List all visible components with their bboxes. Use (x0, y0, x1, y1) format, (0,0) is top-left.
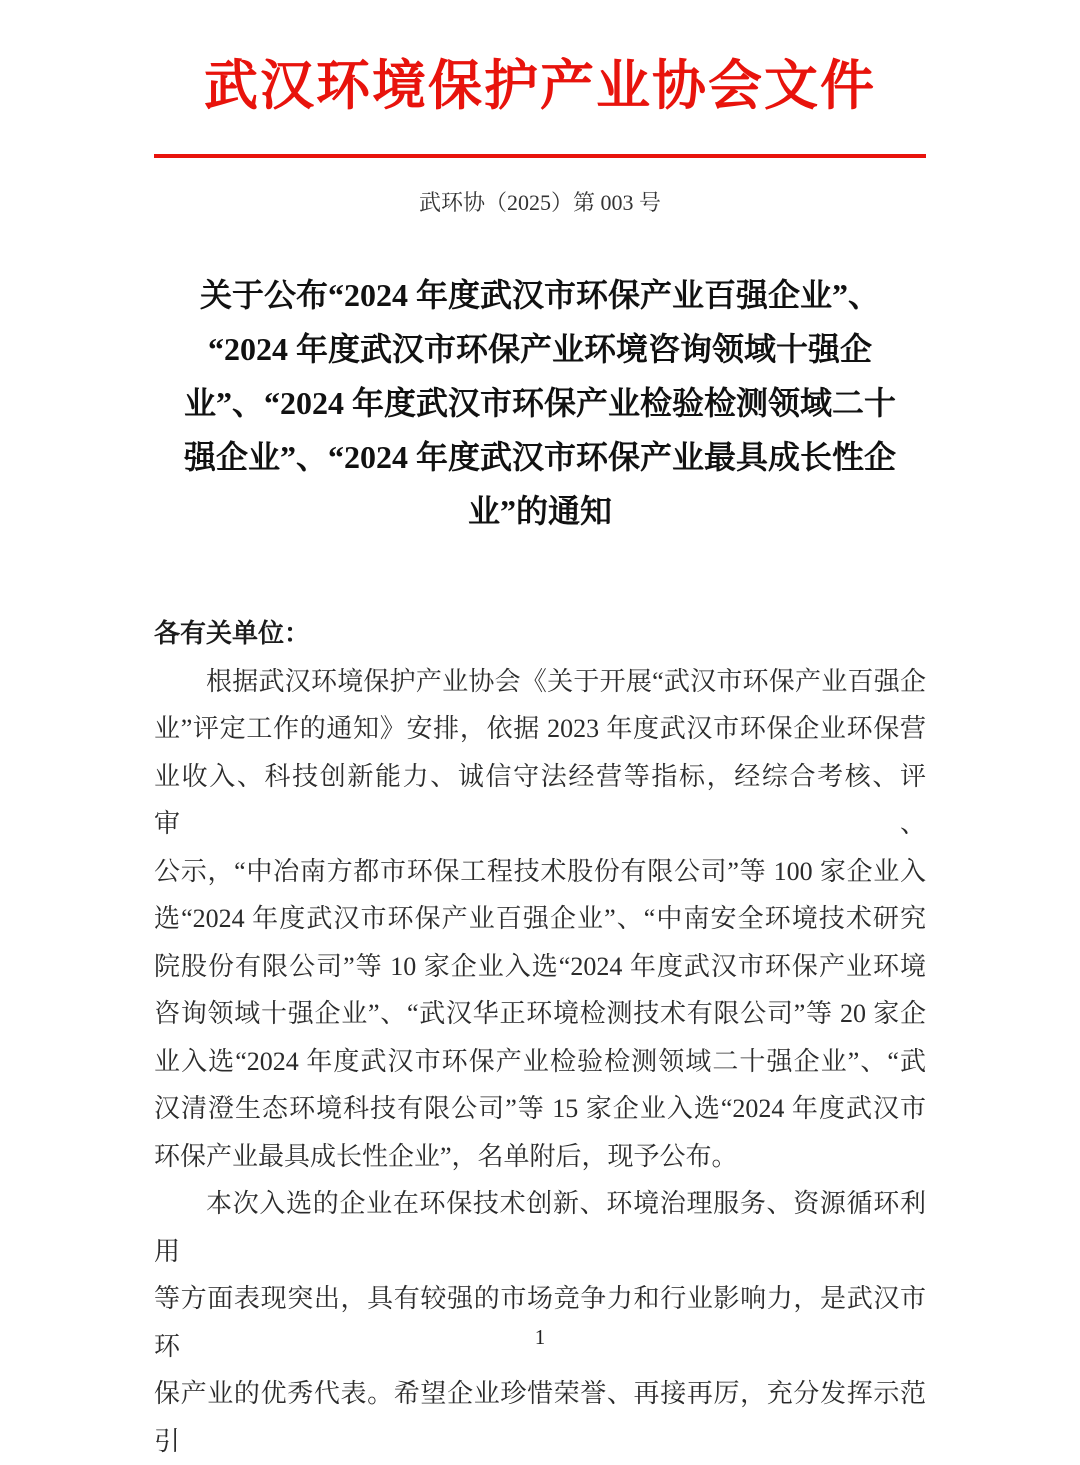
red-divider-line (154, 154, 926, 158)
body-line: 环保产业最具成长性企业”，名单附后，现予公布。 (154, 1141, 738, 1171)
body-line: 本次入选的企业在环保技术创新、环境治理服务、资源循环利用 (154, 1189, 926, 1266)
body-line: 汉清澄生态环境科技有限公司”等 15 家企业入选“2024 年度武汉市 (154, 1094, 926, 1123)
body-line: 业收入、科技创新能力、诚信守法经营等指标，经综合考核、评审、 (154, 761, 926, 838)
doc-title-line: 业”、“2024 年度武汉市环保产业检验检测领域二十 (183, 385, 896, 421)
paragraph-2 (154, 1180, 926, 1465)
doc-title-line: “2024 年度武汉市环保产业环境咨询领域十强企 (207, 331, 872, 367)
body-line: 公示，“中冶南方都市环保工程技术股份有限公司”等 100 家企业入 (154, 856, 926, 886)
body-line: 等方面表现突出，具有较强的市场竞争力和行业影响力，是武汉市环 (154, 1284, 926, 1361)
document-content (154, 0, 926, 1465)
doc-title-line: 业”的通知 (467, 493, 612, 529)
doc-title-line: 关于公布“2024 年度武汉市环保产业百强企业”、 (199, 277, 880, 313)
body-line: 根据武汉环境保护产业协会《关于开展“武汉市环保产业百强企 (206, 666, 926, 696)
paragraph-1 (154, 658, 926, 1181)
body-line: 咨询领域十强企业”、“武汉华正环境检测技术有限公司”等 20 家企 (154, 999, 926, 1028)
page-number: 1 (534, 1325, 546, 1349)
doc-number: 武环协（2025）第 003 号 (418, 190, 661, 215)
body-line: 保产业的优秀代表。希望企业珍惜荣誉、再接再厉，充分发挥示范引 (154, 1379, 926, 1456)
doc-title (154, 268, 926, 538)
body-line: 院股份有限公司”等 10 家企业入选“2024 年度武汉市环保产业环境 (154, 951, 926, 981)
body-line: 业入选“2024 年度武汉市环保产业检验检测领域二十强企业”、“武 (154, 1046, 926, 1076)
body-line: 业”评定工作的通知》安排，依据 2023 年度武汉市环保企业环保营 (154, 714, 926, 743)
doc-title-line: 强企业”、“2024 年度武汉市环保产业最具成长性企 (183, 439, 896, 475)
org-title: 武汉环境保护产业协会文件 (204, 56, 876, 116)
salutation: 各有关单位： (154, 619, 311, 648)
body-line: 选“2024 年度武汉市环保产业百强企业”、“中南安全环境技术研究 (154, 904, 926, 933)
